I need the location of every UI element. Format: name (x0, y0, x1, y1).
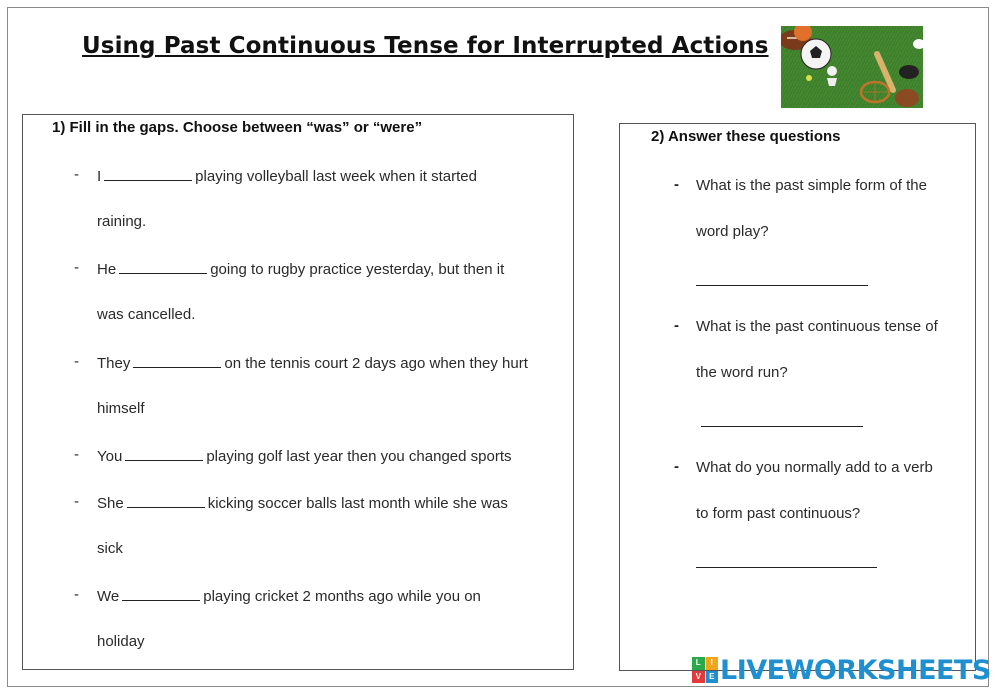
answer-blank[interactable] (127, 493, 205, 508)
logo-letter: I (706, 657, 719, 670)
gap-subject: She (97, 495, 124, 512)
gap-sentence-continuation: was cancelled. (97, 306, 196, 323)
worksheet-title: Using Past Continuous Tense for Interrupted Actions (82, 33, 769, 59)
answer-line[interactable] (701, 426, 863, 427)
gap-subject: We (97, 588, 120, 605)
question-text: What is the past simple form of the (696, 177, 927, 194)
question-text: What do you normally add to a verb (696, 459, 933, 476)
sports-equipment-photo (781, 26, 923, 108)
gap-subject: You (97, 448, 123, 465)
gap-sentence-rest: playing golf last year then you changed sports (206, 448, 512, 465)
question-text: What is the past continuous tense of (696, 318, 938, 335)
gap-subject: I (97, 168, 102, 185)
logo-letter: L (692, 657, 705, 670)
gap-sentence-rest: on the tennis court 2 days ago when they hurt (224, 355, 528, 372)
gap-item (97, 353, 528, 372)
list-dash: - (74, 586, 79, 603)
question-text-continuation: to form past continuous? (696, 505, 861, 522)
logo-letter: V (692, 671, 705, 684)
answer-blank[interactable] (119, 259, 207, 274)
list-dash: - (674, 317, 679, 334)
answer-blank[interactable] (122, 586, 200, 601)
list-dash: - (74, 446, 79, 463)
gap-item (97, 446, 512, 465)
list-dash: - (74, 259, 79, 276)
logo-letter: E (706, 671, 719, 684)
answer-line[interactable] (696, 567, 877, 568)
gap-sentence-rest: going to rugby practice yesterday, but then it (210, 261, 505, 278)
list-dash: - (74, 353, 79, 370)
section-2-heading: 2) Answer these questions (651, 128, 841, 145)
gap-sentence-rest: playing cricket 2 months ago while you on (203, 588, 481, 605)
gap-sentence-continuation: himself (97, 400, 145, 417)
gap-sentence-rest: kicking soccer balls last month while she was (207, 495, 508, 512)
list-dash: - (74, 166, 79, 183)
gap-item (97, 259, 504, 278)
answer-blank[interactable] (125, 446, 203, 461)
gap-sentence-rest: playing volleyball last week when it started (195, 168, 477, 185)
list-dash: - (674, 458, 679, 475)
question-text-continuation: the word run? (696, 364, 788, 381)
answer-questions-box (619, 123, 976, 671)
gap-item (97, 493, 508, 512)
gap-subject: They (97, 355, 131, 372)
gap-sentence-continuation: holiday (97, 633, 145, 650)
section-1-heading: 1) Fill in the gaps. Choose between “was” or “were” (52, 119, 423, 136)
gap-item (97, 166, 477, 185)
answer-blank[interactable] (104, 166, 192, 181)
gap-sentence-continuation: sick (97, 540, 123, 557)
question-text-continuation: word play? (696, 223, 769, 240)
gap-sentence-continuation: raining. (97, 213, 147, 230)
list-dash: - (74, 493, 79, 510)
gap-item (97, 586, 481, 605)
answer-blank[interactable] (133, 353, 221, 368)
list-dash: - (674, 176, 679, 193)
liveworksheets-logo (692, 654, 991, 686)
answer-line[interactable] (696, 285, 868, 286)
sports-equipment-illustration (781, 26, 923, 108)
gap-subject: He (97, 261, 117, 278)
liveworksheets-logo-text: LIVEWORKSHEETS (720, 654, 991, 686)
liveworksheets-logo-mark (692, 657, 718, 683)
